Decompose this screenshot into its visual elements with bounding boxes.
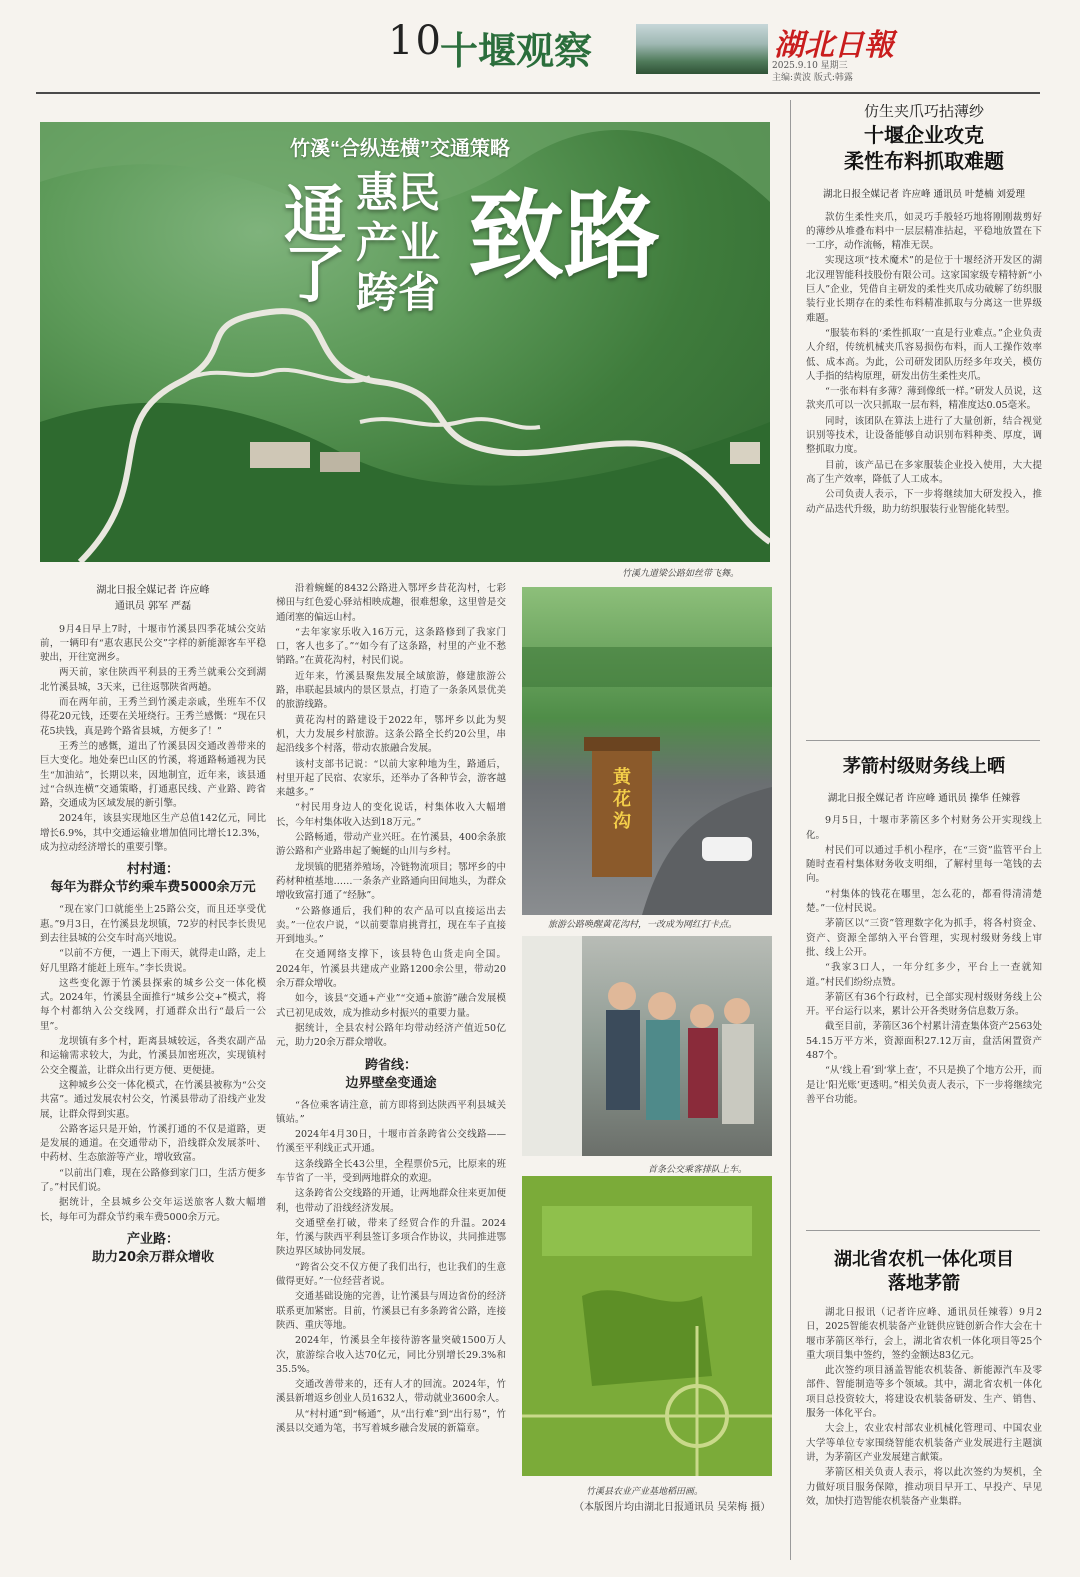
right-divider-2 <box>806 1230 1040 1231</box>
paragraph: 从“村村通”到“畅通”，从“出行难”到“出行易”，竹溪县以交通为笔，书写着城乡融合发展的新篇章。 <box>276 1408 506 1435</box>
paragraph: 2024年4月30日，十堰市首条跨省公交线路——竹溪至平利线正式开通。 <box>276 1129 506 1155</box>
subhead-kuashengxian <box>276 1057 506 1093</box>
main-paragraphs-d <box>276 1099 506 1437</box>
hero-headline-lu: 致路 <box>468 183 660 290</box>
paragraph: “我家3口人，一年分红多少，平台上一查就知道。”村民们纷纷点赞。 <box>806 962 1042 988</box>
paper-logo: 湖北日報 <box>774 28 894 63</box>
paragraph: 公路畅通，带动产业兴旺。在竹溪县，400余条旅游公路和产业路串起了蜿蜒的山川与乡村。 <box>276 832 506 858</box>
paragraph: 此次签约项目涵盖智能农机装备、新能源汽车及零部件、智能制造等多个领域。其中，湖北省农机一体化项目总投资较大，将建设农机装备研发、生产、销售、服务一体化平台。 <box>806 1365 1042 1420</box>
subhead-cuncuntong-title: 村村通： <box>126 862 179 878</box>
main-paragraphs-a <box>40 623 266 856</box>
paragraph: 这条跨省公交线路的开通，让两地群众往来更加便利，也带动了沿线经济发展。 <box>276 1188 506 1214</box>
issue-date: 2025.9.10 星期三 <box>772 61 848 71</box>
right-article-1-title-2: 柔性布料抓取难题 <box>844 149 1004 174</box>
right-article-2-byline: 湖北日报全媒记者 许应峰 通讯员 操华 任辣蓉 <box>827 793 1021 804</box>
paragraph: “以前出门难，现在公路修到家门口，生活方便多了。”村民们说。 <box>40 1167 266 1193</box>
paragraph: “跨省公交不仅方便了我们出行，也让我们的生意做得更好。”一位经营者说。 <box>276 1261 506 1288</box>
masthead-landscape-image <box>636 24 768 74</box>
paragraph: “从‘线上看’到‘掌上查’，不只是换了个地方公开，而是让‘阳光账’更透明。”相关负责人表示，下一步将继续完善平台功能。 <box>806 1065 1042 1105</box>
right-article-1-title-1: 十堰企业攻克 <box>864 123 984 148</box>
subhead-chanyelu-sub: 助力20余万群众增收 <box>91 1249 215 1265</box>
paragraph: “村民用身边人的变化说话，村集体收入大幅增长，今年村集体收入达到18万元。” <box>276 802 506 828</box>
paragraph: 村民们可以通过手机小程序，在“三资”监管平台上随时查看村集体财务收支明细，了解村里每一笔钱的去向。 <box>806 844 1042 885</box>
paragraph: 龙坝镇有多个村，距离县城较远，各类农副产品和运输需求较大，为此，竹溪县加密班次，实现镇村公交全覆盖，让群众出行更方便、更便捷。 <box>40 1036 266 1076</box>
main-byline-1: 湖北日报全媒记者 许应峰 <box>96 585 210 596</box>
photo-huanghuagou <box>522 587 772 915</box>
subhead-kuashengxian-sub: 边界壁垒变通途 <box>345 1075 437 1091</box>
right-article-3-paragraphs <box>806 1306 1042 1509</box>
paragraph: 9月4日早上7时，十堰市竹溪县四季花城公交站前，一辆印有“惠农惠民公交”字样的新能源客车平稳驶出，开往宽洲乡。 <box>40 623 266 664</box>
right-article-3 <box>806 1244 1042 1570</box>
main-byline-2: 通讯员 郭军 严磊 <box>114 601 192 613</box>
paragraph: 同时，该团队在算法上进行了大量创新，结合视觉识别等技术，让设备能够自动识别布料种类、厚度，调整抓取力度。 <box>806 415 1042 456</box>
right-article-2-paragraphs <box>806 814 1042 1107</box>
right-article-1-paragraphs <box>806 211 1042 517</box>
right-article-1-kicker: 仿生夹爪巧拈薄纱 <box>863 104 984 120</box>
paragraph: 王秀兰的感慨，道出了竹溪县因交通改善带来的巨大变化。地处秦巴山区的竹溪，将通路畅通视为民生“加油站”，长期以来，因地制宜，近年来，该县通过“合纵连横”交通策略，打通惠民线、产业路、跨省路，交通成为区域发展的新引擎。 <box>40 740 266 810</box>
photo-bus-queue <box>522 936 772 1156</box>
paragraph: 截至目前，茅箭区36个村累计清查集体资产2563处54.15万平方米，资源面积27.12万亩，盘活闲置资产487个。 <box>806 1021 1042 1062</box>
hero-headline-tong: 通 <box>284 181 347 250</box>
paragraph: 交通基础设施的完善，让竹溪县与周边省份的经济联系更加紧密。目前，竹溪县已有多条跨省公路，连接陕西、重庆等地。 <box>276 1291 506 1331</box>
main-paragraphs-c <box>276 582 506 1051</box>
paragraph: 交通改善带来的，还有人才的回流。2024年，竹溪县新增返乡创业人员1632人，带动就业3600余人。 <box>276 1379 506 1405</box>
hero-headline-le: 了 <box>284 241 347 310</box>
paragraph: 9月5日，十堰市茅箭区多个村财务公开实现线上化。 <box>806 815 1042 841</box>
photo-caption-1: 旅游公路唤醒黄花沟村，一改成为网红打卡点。 <box>548 920 738 930</box>
hero-headline-chanye: 产业 <box>356 219 441 266</box>
paragraph: 大会上，农业农村部农业机械化管理司、中国农业大学等单位专家围绕智能农机装备产业发展进行主题演讲，为茅箭区产业发展建言献策。 <box>806 1423 1042 1463</box>
paragraph: “服装布料的‘柔性抓取’一直是行业难点。”企业负责人介绍，传统机械夹爪容易损伤布料，而人工操作效率低、成本高。为此，公司研发团队历经多年攻关，模仿人手指的结构原理，研发出仿生柔性夹爪。 <box>806 327 1042 382</box>
paragraph: 两天前，家住陕西平利县的王秀兰就乘公交到湖北竹溪县城，3天来，已往返鄂陕省两趟。 <box>40 667 266 693</box>
paragraph: 这种城乡公交一体化模式，在竹溪县被称为“公交共富”。通过发展农村公交，竹溪县带动了沿线产业发展，让群众得到实惠。 <box>40 1079 266 1120</box>
paragraph: 如今，该县“交通+产业”“交通+旅游”融合发展模式已初见成效，成为推动乡村振兴的重要力量。 <box>276 993 506 1019</box>
bus-queue-scene <box>522 936 772 1156</box>
paragraph: “现在家门口就能坐上25路公交，而且还享受优惠。”9月3日，在竹溪县龙坝镇，72岁的村民李长贵见到去往县城的公交车时高兴地说。 <box>40 904 266 944</box>
paragraph: 沿着蜿蜒的8432公路进入鄂坪乡昔花沟村，七彩梯田与红色爱心驿站相映成趣，很难想象，这里曾是交通闭塞的偏远山村。 <box>276 583 506 623</box>
paragraph: 近年来，竹溪县聚焦发展全域旅游，修建旅游公路，串联起县域内的景区景点，打造了一条条风景优美的旅游线路。 <box>276 670 506 711</box>
huanghuagou-sign: 黄花沟 <box>613 767 631 832</box>
main-article-col-2 <box>276 582 506 1572</box>
right-article-2 <box>806 752 1042 1222</box>
subhead-cuncuntong-sub: 每年为群众节约乘车费5000余万元 <box>50 880 256 896</box>
photo-caption-2: 首条公交乘客排队上车。 <box>648 1165 748 1175</box>
paragraph: 目前，该产品已在多家服装企业投入使用，大大提高了生产效率，降低了人工成本。 <box>806 459 1042 485</box>
photo-caption-3: 竹溪县农业产业基地稻田画。 <box>586 1487 704 1497</box>
paragraph: 湖北日报讯（记者许应峰、通讯员任辣蓉）9月2日，2025智能农机装备产业链供应链创新合作大会在十堰市茅箭区举行，会上，湖北省农机一体化项目等25个重大项目集中签约，签约金额达83亿元。 <box>806 1307 1042 1361</box>
paragraph: “去年家家乐收入16万元，这条路修到了我家门口，客人也多了。”“如今有了这条路，村里的产业不愁销路。”在黄花沟村，村民们说。 <box>276 626 506 667</box>
paragraph: “各位乘客请注意，前方即将到达陕西平利县城关镇站。” <box>276 1099 506 1125</box>
paragraph: “一张布料有多薄？薄到像纸一样。”研发人员说，这款夹爪可以一次只抓取一层布料，精准度达0.05毫米。 <box>806 386 1042 412</box>
hero-headline-kuasheng: 跨省 <box>356 269 441 316</box>
column-divider <box>790 100 791 1560</box>
paragraph: 公司负责人表示，下一步将继续加大研发投入，推动产品迭代升级，助力纺织服装行业智能化转型。 <box>806 489 1042 515</box>
main-paragraphs-b <box>40 903 266 1225</box>
editor-credits: 主编:黄波 版式:韩露 <box>772 73 853 83</box>
subhead-chanyelu-title: 产业路： <box>126 1231 179 1247</box>
paragraph: 这些变化源于竹溪县探索的城乡公交一体化模式。2024年，竹溪县全面推行“城乡公交+”模式，将每个村都纳入公交线网，打通群众出行“最后一公里”。 <box>40 977 266 1032</box>
page-number: 10 <box>388 18 443 64</box>
masthead <box>0 0 1080 92</box>
section-title: 十堰观察 <box>440 28 593 73</box>
paragraph: 2024年，竹溪县全年接待游客量突破1500万人次，旅游综合收入达70亿元，同比分别增长29.3%和35.5%。 <box>276 1335 506 1375</box>
paragraph: 公路客运只是开始，竹溪打通的不仅是道路，更是发展的通道。在交通带动下，沿线群众发展茶叶、中药材、生态旅游等产业，增收致富。 <box>40 1123 266 1164</box>
masthead-rule <box>36 92 1040 94</box>
right-article-1-byline: 湖北日报全媒记者 许应峰 通讯员 叶楚楠 刘爱理 <box>822 189 1026 201</box>
right-article-1 <box>806 104 1042 734</box>
right-article-3-title-2: 落地茅箭 <box>888 1273 960 1294</box>
paragraph: 黄花沟村的路建设于2022年，鄂坪乡以此为契机，大力发展乡村旅游。这条公路全长约20公里，串起沿线多个村落，带动农旅融合发展。 <box>276 714 506 755</box>
subhead-cuncuntong <box>40 861 266 897</box>
paragraph: “以前不方便，一遇上下雨天，就得走山路，走上好几里路才能赶上班车。”李长贵说。 <box>40 948 266 974</box>
main-article-col-1 <box>40 582 266 1572</box>
paragraph: 实现这项“技术魔术”的是位于十堰经济开发区的湖北汉理智能科技股份有限公司。这家国家级专精特新“小巨人”企业，凭借自主研发的柔性夹爪成功破解了纺织服装行业长期存在的柔性布料精准抓取与分离这一世界级难题。 <box>806 255 1042 324</box>
paragraph: 该村支部书记说：“以前大家种地为生，路通后，村里开起了民宿、农家乐，还举办了各种节会，游客越来越多。” <box>276 758 506 799</box>
right-article-2-title: 茅箭村级财务线上晒 <box>843 756 1005 777</box>
huanghuagou-scene <box>522 587 772 915</box>
subhead-kuashengxian-title: 跨省线： <box>364 1057 417 1073</box>
paragraph: 茅箭区以“三资”管理数字化为抓手，将各村资金、资产、资源全部纳入平台管理，实现村级财务线上审批、线上公开。 <box>806 918 1042 958</box>
paragraph: 而在两年前，王秀兰到竹溪走亲戚，坐班车不仅得花20元钱，还要在关垭绕行。王秀兰感慨：“现在只花5块钱，真是跨个路省县城，方便多了！” <box>40 697 266 737</box>
paragraph: 龙坝镇的肥猪养殖场，冷链物流项目；鄂坪乡的中药材种植基地……一条条产业路通向田间地头，为群众增收致富打通了“经脉”。 <box>276 861 506 902</box>
paragraph: 茅箭区有36个行政村，已全部实现村级财务线上公开。平台运行以来，累计公开各类财务信息数万条。 <box>806 991 1042 1018</box>
right-divider-1 <box>806 740 1040 741</box>
hero-kicker: 竹溪“合纵连横”交通策略 <box>290 138 510 160</box>
paragraph: 据统计，全县城乡公交年运送旅客人数大幅增长，每年可为群众节约乘车费5000余万元。 <box>40 1197 266 1223</box>
paragraph: 款仿生柔性夹爪，如灵巧手般轻巧地将刚刚裁剪好的薄纱从堆叠布料中一层层精准拈起，平稳地放置在下一工序，动作流畅，精准无误。 <box>806 211 1042 252</box>
hero-caption: 竹溪九道梁公路如丝带飞舞。 <box>622 569 740 579</box>
photo-rice-field <box>522 1176 772 1476</box>
paragraph: “公路修通后，我们种的农产品可以直接运出去卖。”一位农户说，“以前要靠肩挑背扛，现在车子直接开到地头。” <box>276 905 506 946</box>
subhead-chanyelu <box>40 1231 266 1267</box>
paragraph: “村集体的钱花在哪里，怎么花的，都看得清清楚楚。”一位村民说。 <box>806 888 1042 915</box>
photo-credit: （本版图片均由湖北日报通讯员 吴荣梅 摄） <box>574 1502 771 1513</box>
paragraph: 在交通网络支撑下，该县特色山货走向全国。2024年，竹溪县共建成产业路1200余公里，带动20余万群众增收。 <box>276 949 506 990</box>
paragraph: 交通壁垒打破，带来了经贸合作的升温。2024年，竹溪与陕西平利县签订多项合作协议，共同推进鄂陕边界区域协同发展。 <box>276 1217 506 1258</box>
paragraph: 2024年，该县实现地区生产总值142亿元，同比增长6.9%，其中交通运输业增加值同比增长12.3%，成为拉动经济增长的重要引擎。 <box>40 813 266 854</box>
paragraph: 据统计，全县农村公路年均带动经济产值近50亿元，助力20余万群众增收。 <box>276 1022 506 1049</box>
paragraph: 茅箭区相关负责人表示，将以此次签约为契机，全力做好项目服务保障，推动项目早开工、早投产、早见效，加快打造智能农机装备产业集群。 <box>806 1467 1042 1507</box>
right-article-3-title-1: 湖北省农机一体化项目 <box>834 1249 1014 1270</box>
rice-field-art <box>522 1176 772 1476</box>
hero-headline-huimin: 惠民 <box>356 169 441 216</box>
paragraph: 这条线路全长43公里，全程票价5元，比原来的班车节省了一半，受到两地群众的欢迎。 <box>276 1158 506 1184</box>
